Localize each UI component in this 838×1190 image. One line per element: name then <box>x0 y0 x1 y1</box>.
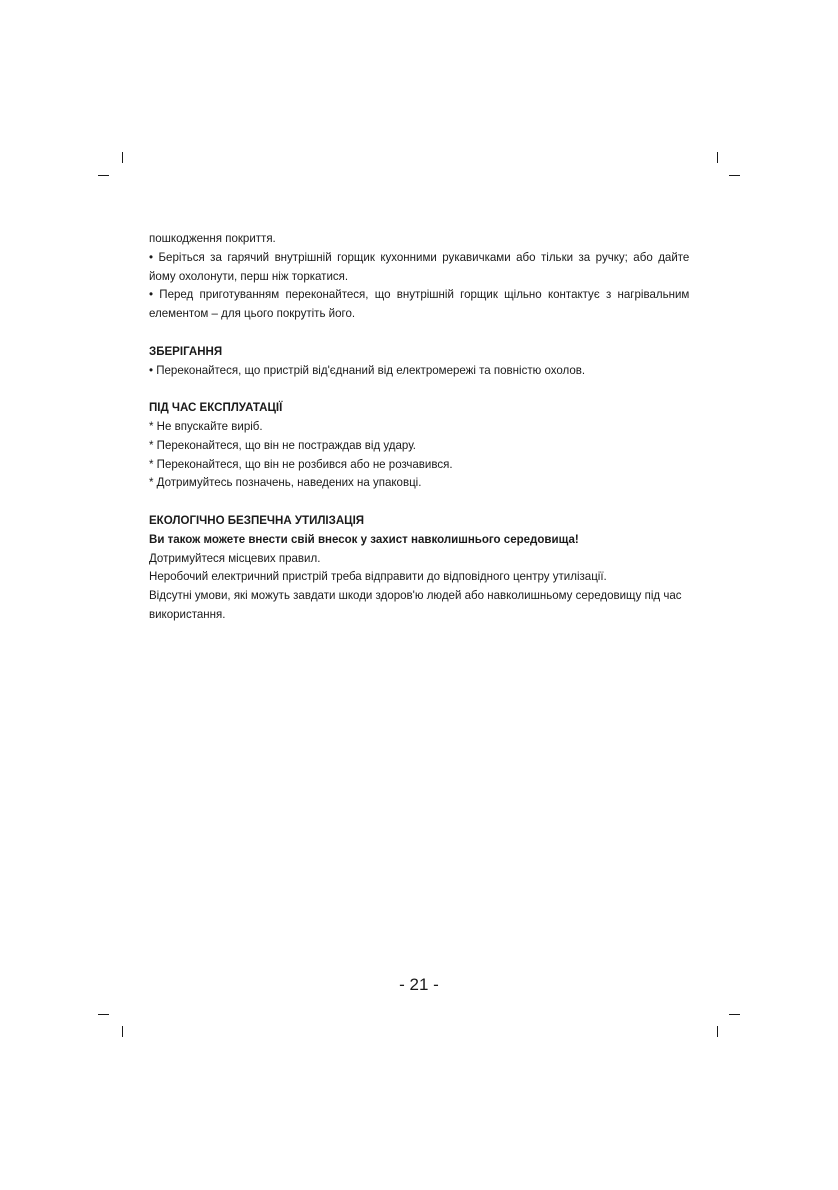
crop-mark-top-right-horizontal <box>729 175 740 176</box>
operation-item: * Не впускайте виріб. <box>149 418 263 433</box>
disposal-item: Неробочий електричний пристрій треба відправити до відповідного центру утилізації. <box>149 569 607 584</box>
operation-item: * Переконайтеся, що він не постраждав від удару. <box>149 437 417 452</box>
operation-item: * Переконайтеся, що він не розбився або не розчавився. <box>149 456 453 471</box>
page-content <box>149 229 690 624</box>
operation-heading: ПІД ЧАС ЕКСПЛУАТАЦІЇ <box>149 400 283 415</box>
paragraph-hot-pot: • Беріться за гарячий внутрішній горщик кухонними рукавичками або тільки за ручку; або дайте йому охолонути, перш ніж торкатися. <box>149 249 690 283</box>
crop-mark-top-right-vertical <box>717 152 718 163</box>
crop-mark-bottom-left-horizontal <box>98 1014 109 1015</box>
operation-item: * Дотримуйтесь позначень, наведених на упаковці. <box>149 475 422 490</box>
storage-item: • Переконайтеся, що пристрій від'єднаний від електромережі та повністю охолов. <box>149 362 586 377</box>
disposal-heading: ЕКОЛОГІЧНО БЕЗПЕЧНА УТИЛІЗАЦІЯ <box>149 512 365 527</box>
disposal-item: Відсутні умови, які можуть завдати шкоди здоров'ю людей або навколишньому середовищу під час використання. <box>149 588 682 621</box>
crop-mark-top-left-vertical <box>122 152 123 163</box>
crop-mark-bottom-right-horizontal <box>729 1014 740 1015</box>
disposal-item: Дотримуйтеся місцевих правил. <box>149 550 321 565</box>
crop-mark-top-left-horizontal <box>98 175 109 176</box>
paragraph-coating-damage: пошкодження покриття. <box>149 231 276 245</box>
crop-mark-bottom-right-vertical <box>717 1026 718 1037</box>
disposal-subheading: Ви також можете внести свій внесок у захист навколишнього середовища! <box>149 531 579 546</box>
page-number: - 21 - <box>399 975 439 994</box>
crop-mark-bottom-left-vertical <box>122 1026 123 1037</box>
storage-heading: ЗБЕРІГАННЯ <box>149 343 223 358</box>
paragraph-pot-contact: • Перед приготуванням переконайтеся, що внутрішній горщик щільно контактує з нагрівальним елементом – для цього покрутіть його. <box>149 287 690 321</box>
